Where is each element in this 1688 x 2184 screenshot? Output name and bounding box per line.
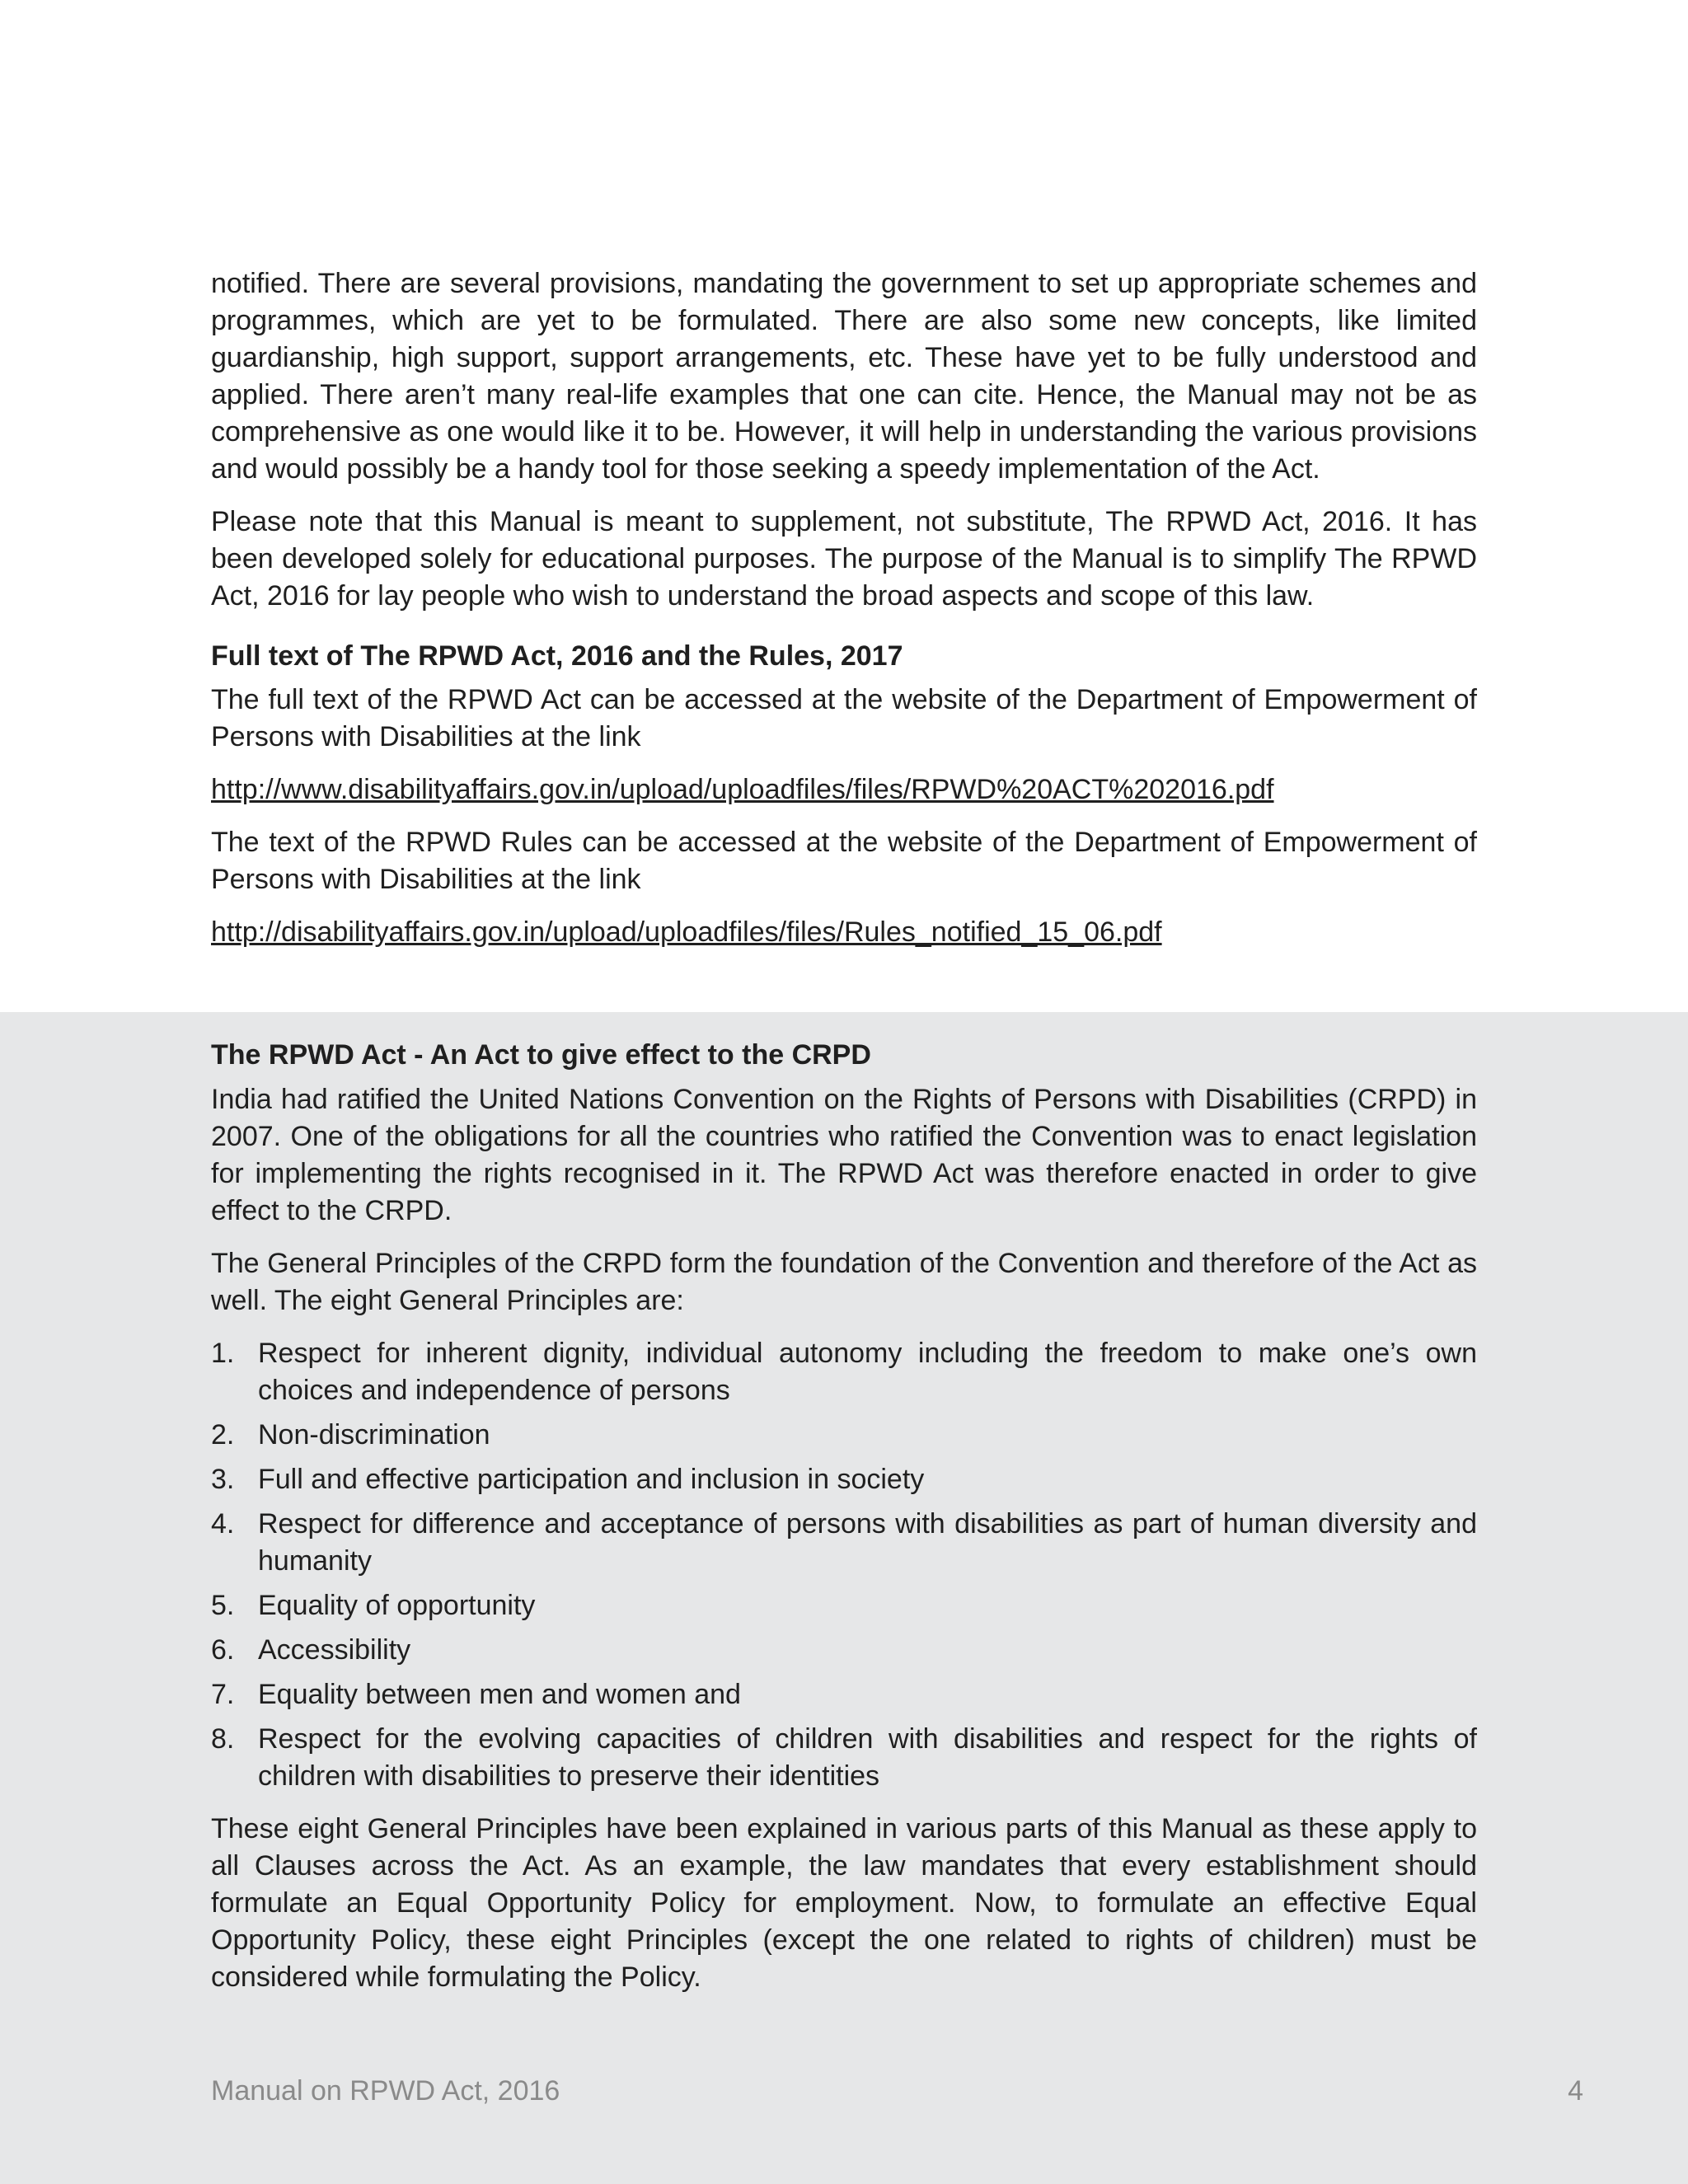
list-item-text: Respect for the evolving capacities of children with disabilities and respect for the rights of children with disabilities to preserve their identities: [258, 1723, 1477, 1792]
list-item: [211, 1587, 1477, 1624]
list-item-number: 8.: [211, 1723, 235, 1755]
rules-link[interactable]: http://disabilityaffairs.gov.in/upload/uploadfiles/files/Rules_notified_15_06.pdf: [211, 916, 1162, 948]
act-link[interactable]: http://www.disabilityaffairs.gov.in/upload/uploadfiles/files/RPWD%20ACT%202016.pdf: [211, 774, 1274, 805]
crpd-paragraph-1: India had ratified the United Nations Convention on the Rights of Persons with Disabilities (CRPD) in 2007. One of the obligations for all the countries who ratified the Convention was to enact legislation for implementing the rights recognised in it. The RPWD Act was therefore enacted in order to give effect to the CRPD.: [211, 1084, 1477, 1226]
list-item-text: Full and effective participation and inclusion in society: [258, 1464, 925, 1495]
top-content: [211, 265, 1477, 967]
list-item: [211, 1506, 1477, 1580]
principles-list: [211, 1335, 1477, 1795]
list-item: [211, 1335, 1477, 1409]
list-item-number: 5.: [211, 1590, 235, 1621]
list-item-text: Equality between men and women and: [258, 1679, 741, 1710]
list-item-text: Respect for inherent dignity, individual autonomy including the freedom to make one’s own choices and independence of persons: [258, 1338, 1477, 1406]
list-item-number: 4.: [211, 1508, 235, 1540]
page-number: 4: [1568, 2075, 1583, 2107]
full-text-heading: Full text of The RPWD Act, 2016 and the Rules, 2017: [211, 640, 903, 672]
crpd-paragraph-3: These eight General Principles have been explained in various parts of this Manual as these apply to all Clauses across the Act. As an example, the law mandates that every establishment should formulate an Equal Opportunity Policy for employment. Now, to formulate an effective Equal Opportunity Policy, these eight Principles (except the one related to rights of children) must be considered while formulating the Policy.: [211, 1813, 1477, 1993]
list-item: [211, 1417, 1477, 1454]
list-item: [211, 1632, 1477, 1669]
act-access-text: The full text of the RPWD Act can be accessed at the website of the Department of Empowerment of Persons with Disabilities at the link: [211, 684, 1477, 752]
intro-paragraph-1: notified. There are several provisions, mandating the government to set up appropriate schemes and programmes, which are yet to be formulated. There are also some new concepts, like limited guardianship, high support, support arrangements, etc. These have yet to be fully understood and applied. There aren’t many real-life examples that one can cite. Hence, the Manual may not be as comprehensive as one would like it to be. However, it will help in understanding the various provisions and would possibly be a handy tool for those seeking a speedy implementation of the Act.: [211, 268, 1477, 485]
list-item-number: 2.: [211, 1419, 235, 1451]
footer-title: Manual on RPWD Act, 2016: [211, 2075, 560, 2107]
list-item: [211, 1461, 1477, 1498]
intro-paragraph-2: Please note that this Manual is meant to supplement, not substitute, The RPWD Act, 2016. It has been developed solely for educational purposes. The purpose of the Manual is to simplify The RPWD Act, 2016 for lay people who wish to understand the broad aspects and scope of this law.: [211, 506, 1477, 612]
list-item-number: 3.: [211, 1464, 235, 1495]
crpd-content: [211, 1037, 1477, 2012]
crpd-paragraph-2: The General Principles of the CRPD form the foundation of the Convention and therefore of the Act as well. The eight General Principles are:: [211, 1248, 1477, 1316]
top-section: [0, 0, 1688, 1012]
list-item: [211, 1676, 1477, 1713]
list-item-number: 6.: [211, 1634, 235, 1666]
crpd-heading: The RPWD Act - An Act to give effect to the CRPD: [211, 1039, 871, 1071]
rules-access-text: The text of the RPWD Rules can be accessed at the website of the Department of Empowerment of Persons with Disabilities at the link: [211, 827, 1477, 895]
list-item-number: 1.: [211, 1338, 235, 1369]
list-item-number: 7.: [211, 1679, 235, 1710]
list-item-text: Equality of opportunity: [258, 1590, 536, 1621]
list-item-text: Respect for difference and acceptance of persons with disabilities as part of human diversity and humanity: [258, 1508, 1477, 1577]
list-item-text: Non-discrimination: [258, 1419, 490, 1451]
list-item: [211, 1721, 1477, 1795]
list-item-text: Accessibility: [258, 1634, 411, 1666]
